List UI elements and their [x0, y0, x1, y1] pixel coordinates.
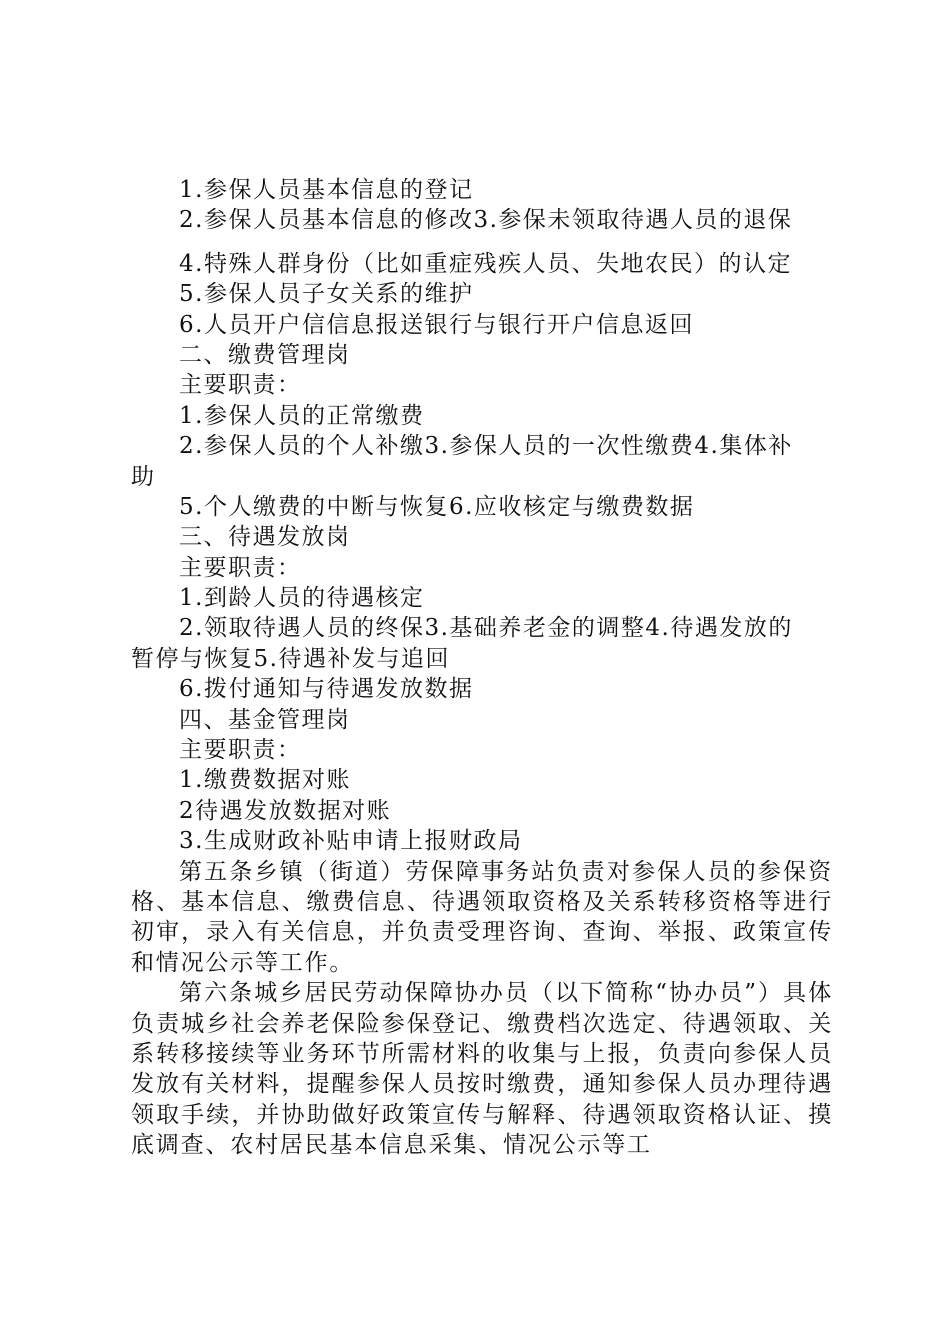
- list-item: 2.参保人员基本信息的修改3.参保未领取待遇人员的退保: [179, 207, 793, 234]
- duties-label: 主要职责：: [179, 372, 302, 399]
- list-item: 6.人员开户信信息报送银行与银行开户信息返回: [179, 311, 694, 338]
- document-body: [131, 175, 833, 1161]
- duties-label: 主要职责：: [179, 554, 302, 581]
- list-item: 1.缴费数据对账: [179, 767, 351, 794]
- list-item: 5.个人缴费的中断与恢复6.应收核定与缴费数据: [179, 493, 695, 520]
- list-item: 5.参保人员子女关系的维护: [179, 281, 474, 308]
- list-item: 1.参保人员的正常缴费: [179, 402, 425, 429]
- list-item: 4.特殊人群身份（比如重症残疾人员、失地农民）的认定: [179, 250, 792, 277]
- duties-label: 主要职责：: [179, 737, 302, 764]
- list-item: 2.参保人员的个人补缴3.参保人员的一次性缴费4.集体补: [179, 433, 793, 460]
- list-item: 6.拨付通知与待遇发放数据: [179, 676, 474, 703]
- list-item: 1.到龄人员的待遇核定: [179, 585, 425, 612]
- section-heading: 三、待遇发放岗: [179, 524, 351, 551]
- article-paragraph: 第六条城乡居民劳动保障协办员（以下简称“协办员”）具体负责城乡社会养老保险参保登记、缴费档次选定、待遇领取、关系转移接续等业务环节所需材料的收集与上报，负责向参保人员发放有关材料，提醒参保人员按时缴费，通知参保人员办理待遇领取手续，并协助做好政策宣传与解释、待遇领取资格认证、摸底调查、农村居民基本信息采集、情况公示等工: [131, 980, 833, 1159]
- section-heading: 二、缴费管理岗: [179, 341, 351, 368]
- section-heading: 四、基金管理岗: [179, 706, 351, 733]
- list-item-continuation: 助: [131, 463, 156, 490]
- list-item: 1.参保人员基本信息的登记: [179, 177, 474, 203]
- list-item: 2.领取待遇人员的终保3.基础养老金的调整4.待遇发放的: [179, 615, 793, 642]
- list-item: 3.生成财政补贴申请上报财政局: [179, 828, 523, 855]
- article-paragraph: 第五条乡镇（街道）劳保障事务站负责对参保人员的参保资格、基本信息、缴费信息、待遇领取资格及关系转移资格等进行初审，录入有关信息，并负责受理咨询、查询、举报、政策宣传和情况公示等工作。: [131, 858, 833, 976]
- list-item-continuation: 暂停与恢复5.待遇补发与追回: [131, 645, 450, 672]
- list-item: 2待遇发放数据对账: [179, 797, 392, 824]
